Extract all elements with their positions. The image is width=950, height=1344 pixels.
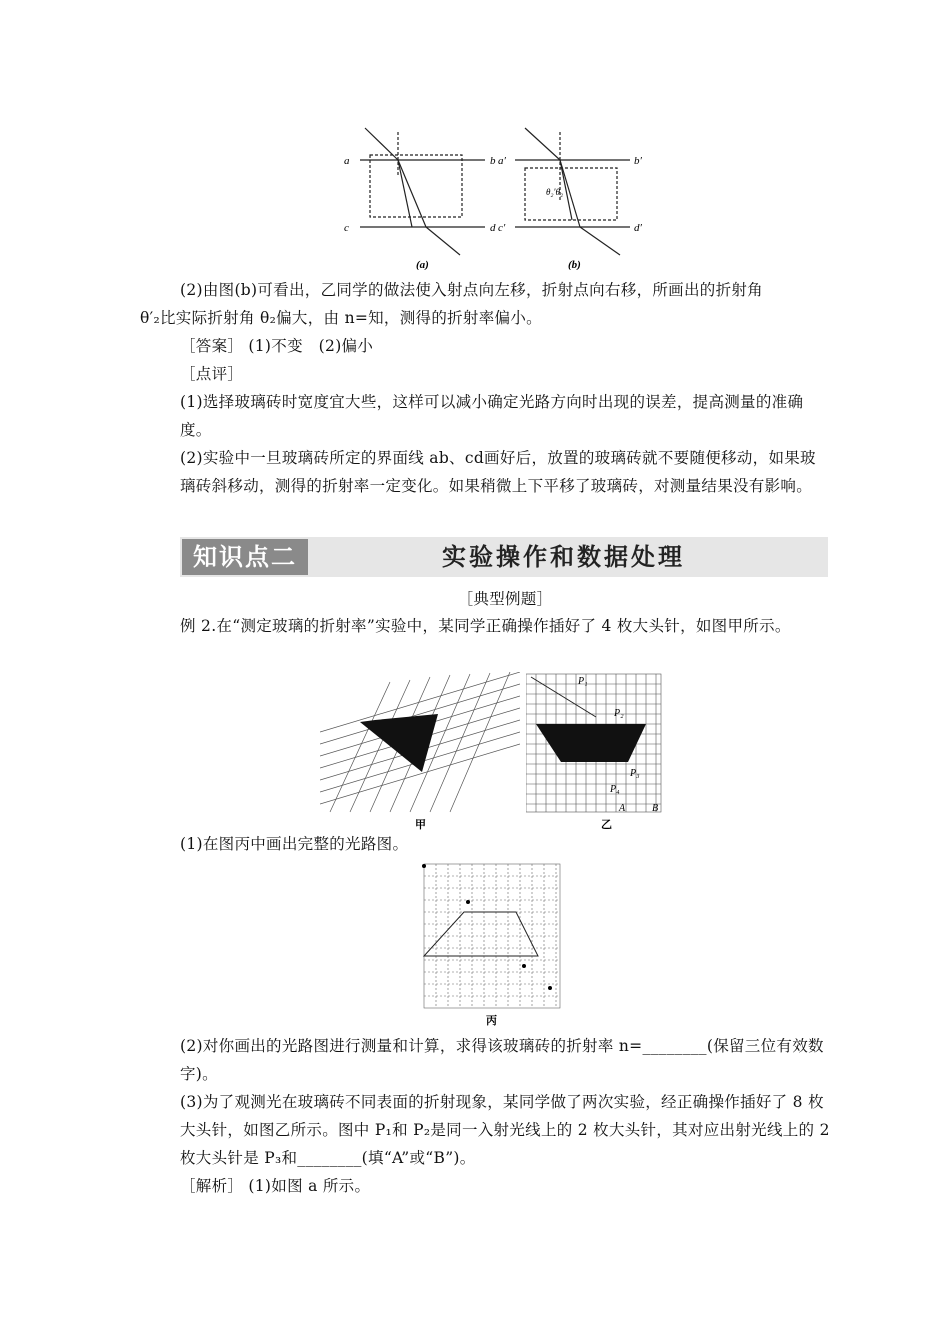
- question-2: (2)对你画出的光路图进行测量和计算，求得该玻璃砖的折射率 n=________(保留三位有效数字)。: [180, 1037, 824, 1083]
- pin-p1: P₁: [578, 676, 588, 687]
- pin-p4: P₄: [610, 784, 620, 795]
- comment-2: (2)实验中一旦玻璃砖所定的界面线 ab、cd画好后，放置的玻璃砖就不要随便移动，如果玻璃砖斜移动，测得的折射率一定变化。如果稍微上下平移了玻璃砖，对测量结果没有影响。: [180, 449, 816, 495]
- answer-line: ［答案］ (1)不变 (2)偏小: [180, 337, 374, 355]
- pin-a: A: [619, 803, 626, 814]
- caption-a: (a): [416, 259, 429, 270]
- label-b: b: [490, 155, 496, 167]
- example-2-text: 例 2.在“测定玻璃的折射率”实验中，某同学正确操作插好了 4 枚大头针，如图甲所示。: [180, 617, 791, 635]
- label-a-prime: a′: [498, 155, 506, 167]
- label-c: c: [344, 222, 349, 234]
- example-heading: ［典型例题］: [457, 590, 553, 608]
- caption-yi: 乙: [601, 818, 612, 831]
- comment-1: (1)选择玻璃砖时宽度宜大些，这样可以减小确定光路方向时出现的误差，提高测量的准确度。: [180, 393, 804, 439]
- pin-b: B: [652, 803, 659, 814]
- analysis-start: ［解析］ (1)如图 a 所示。: [180, 1177, 371, 1195]
- section-tag: 知识点二: [182, 539, 308, 575]
- figure-bing: [420, 860, 565, 1030]
- caption-b: (b): [568, 259, 581, 270]
- label-d: d: [490, 222, 496, 234]
- caption-jia: 甲: [415, 818, 426, 831]
- label-b-prime: b′: [634, 155, 642, 167]
- pin-p3: P₃: [630, 768, 640, 779]
- question-1: (1)在图丙中画出完整的光路图。: [180, 835, 409, 853]
- pin-p2: P₂: [614, 708, 624, 719]
- section-title: 实验操作和数据处理: [442, 543, 685, 571]
- theta-label: θ₂′θ₂: [546, 187, 564, 197]
- caption-bing: 丙: [486, 1014, 497, 1027]
- section-banner: [180, 537, 828, 577]
- figure-yi: [526, 672, 666, 832]
- refraction-diagram-ab: [330, 120, 660, 270]
- question-3: (3)为了观测光在玻璃砖不同表面的折射现象，某同学做了两次实验，经正确操作插好了 8 枚大头针，如图乙所示。图中 P₁和 P₂是同一入射光线上的 2 枚大头针，其对应出射光线上的 2 枚大头针是 P₃和________(填“A”或“B”)。: [180, 1093, 830, 1167]
- paragraph-analysis-2: (2)由图(b)可看出，乙同学的做法使入射点向左移，折射点向右移，所画出的折射角 θ′₂比实际折射角 θ₂偏大，由 n=知，测得的折射率偏小。: [140, 281, 763, 327]
- label-d-prime: d′: [634, 222, 642, 234]
- label-c-prime: c′: [498, 222, 506, 234]
- figure-jia: [320, 672, 520, 832]
- comment-label: ［点评］: [180, 365, 244, 383]
- label-a: a: [344, 155, 350, 167]
